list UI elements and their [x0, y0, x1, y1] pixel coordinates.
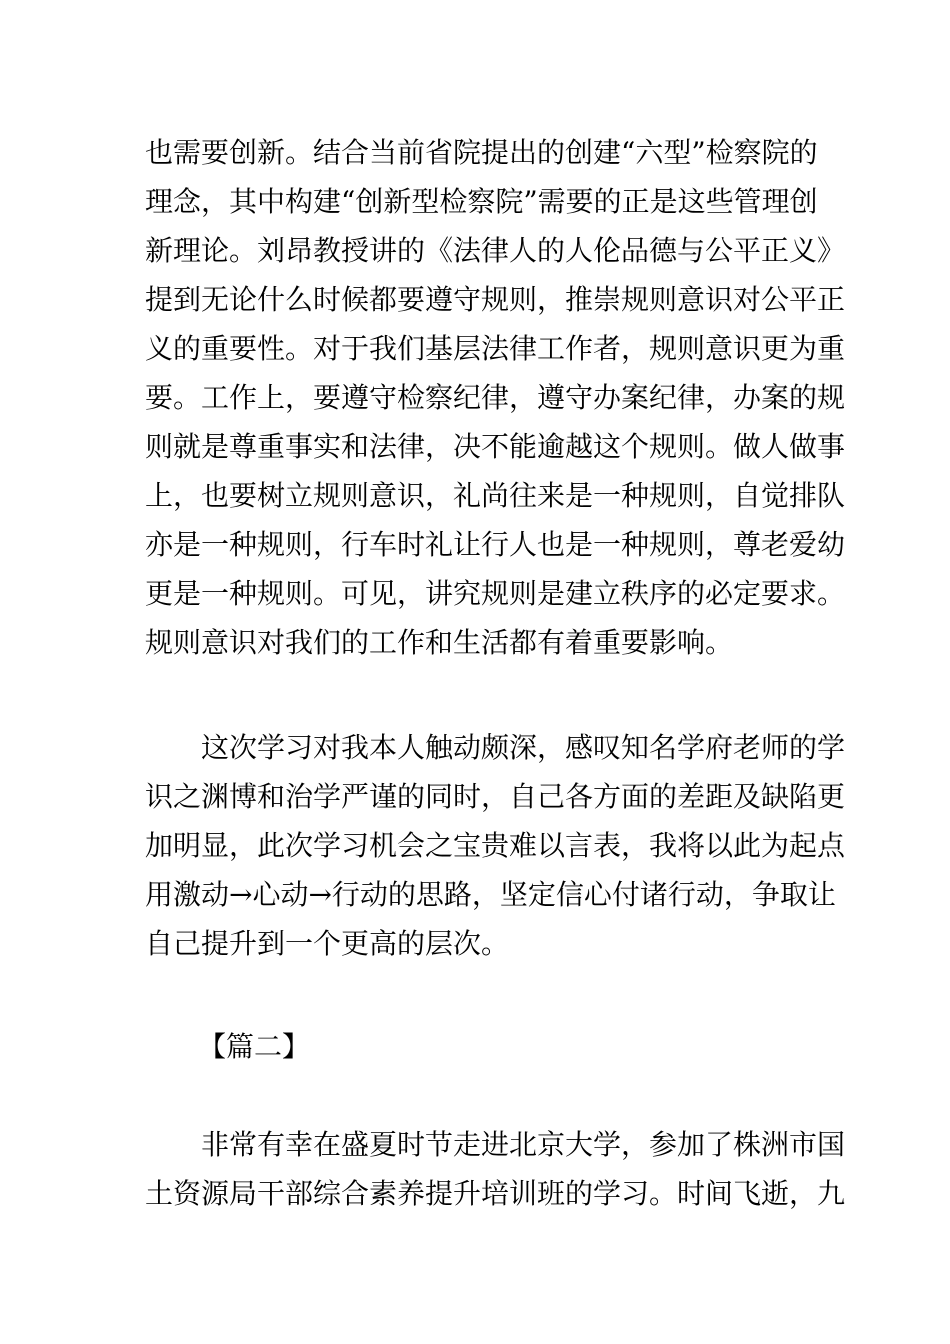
- text-line: 规则意识对我们的工作和生活都有着重要影响。: [145, 626, 734, 659]
- text-line: 非常有幸在盛夏时节走进北京大学，参加了株洲市国: [201, 1128, 846, 1161]
- text-line: 义的重要性。对于我们基层法律工作者，规则意识更为重: [145, 332, 846, 365]
- text-line: 理念，其中构建“创新型检察院”需要的正是这些管理创: [145, 185, 818, 218]
- text-line: 加明显，此次学习机会之宝贵难以言表，我将以此为起点: [145, 829, 846, 862]
- section-heading: 【篇二】: [198, 1030, 311, 1063]
- text-line: 识之渊博和治学严谨的同时，自己各方面的差距及缺陷更: [145, 780, 846, 813]
- text-line: 土资源局干部综合素养提升培训班的学习。时间飞逝，九: [145, 1177, 846, 1210]
- paragraph-rules-awareness: [145, 128, 846, 667]
- text-line: 用激动→心动→行动的思路，坚定信心付诸行动，争取让: [145, 878, 836, 911]
- paragraph-training-intro: [145, 1120, 846, 1218]
- paragraph-study-reflection: [145, 723, 846, 968]
- text-line: 自己提升到一个更高的层次。: [145, 927, 510, 960]
- text-line: 新理论。刘昂教授讲的《法律人的人伦品德与公平正义》: [145, 234, 846, 267]
- text-line: 上，也要树立规则意识，礼尚往来是一种规则，自觉排队: [145, 479, 846, 512]
- text-line: 提到无论什么时候都要遵守规则，推崇规则意识对公平正: [145, 283, 846, 316]
- text-line: 这次学习对我本人触动颇深，感叹知名学府老师的学: [201, 731, 846, 764]
- text-line: 亦是一种规则，行车时礼让行人也是一种规则，尊老爱幼: [145, 528, 846, 561]
- text-line: 则就是尊重事实和法律，决不能逾越这个规则。做人做事: [145, 430, 846, 463]
- text-line: 更是一种规则。可见，讲究规则是建立秩序的必定要求。: [145, 577, 846, 610]
- text-line: 要。工作上，要遵守检察纪律，遵守办案纪律，办案的规: [145, 381, 846, 414]
- text-line: 也需要创新。结合当前省院提出的创建“六型”检察院的: [145, 136, 818, 169]
